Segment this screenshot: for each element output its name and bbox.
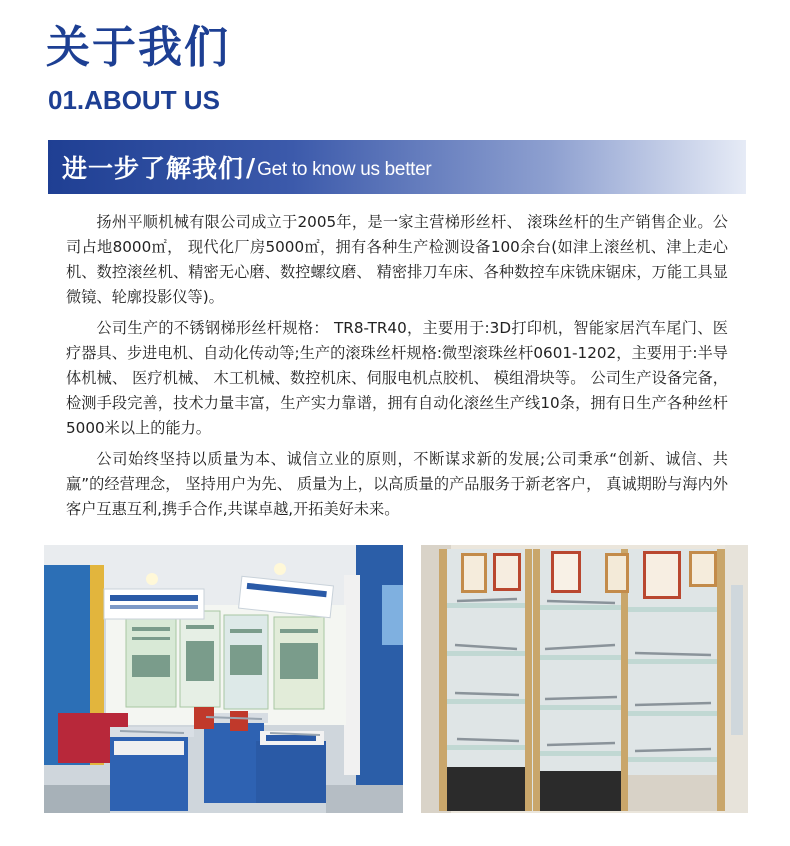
section-banner bbox=[48, 140, 746, 194]
banner-separator: / bbox=[246, 152, 256, 182]
intro-paragraph-2: 公司生产的不锈钢梯形丝杆规格： TR8-TR40，主要用于:3D打印机，智能家居汽车尾门、医疗器具、步进电机、自动化传动等;生产的滚珠丝杆规格:微型滚珠丝杆0601-1202，主要用于:半导体机械、 医疗机械、 木工机械、数控机床、伺服电机点胶机、 模组滑块等。 公司生产设备完备， 检测手段完善，技术力量丰富，生产实力靠谱，拥有自动化滚丝生产线10条，拥有日生产各种丝杆5000米以上的能力。 bbox=[66, 319, 728, 437]
company-intro bbox=[66, 210, 728, 528]
intro-paragraph-1: 扬州平顺机械有限公司成立于2005年，是一家主营梯形丝杆、 滚珠丝杆的生产销售企业。公司占地8000㎡， 现代化厂房5000㎡，拥有各种生产检测设备100余台(如津上滚丝机、津上走心机、数控滚丝机、精密无心磨、数控螺纹磨、 精密排刀车床、各种数控车床铣床锯床，万能工具显微镜、轮廓投影仪等)。 bbox=[66, 213, 728, 306]
page-subtitle: 01.ABOUT US bbox=[48, 85, 220, 115]
intro-paragraph-3: 公司始终坚持以质量为本、诚信立业的原则，不断谋求新的发展;公司秉承“创新、诚信、共赢”的经营理念， 坚持用户为先、 质量为上，以高质量的产品服务于新老客户， 真诚期盼与海内外客户互惠互利,携手合作,共谋卓越,开拓美好未来。 bbox=[66, 450, 728, 518]
page-title: 关于我们 bbox=[46, 22, 230, 73]
banner-title-en: Get to know us better bbox=[257, 159, 432, 180]
display-cabinet-photo bbox=[421, 545, 748, 813]
banner-title-cn: 进一步了解我们 bbox=[62, 154, 245, 183]
exhibition-booth-photo bbox=[44, 545, 403, 813]
